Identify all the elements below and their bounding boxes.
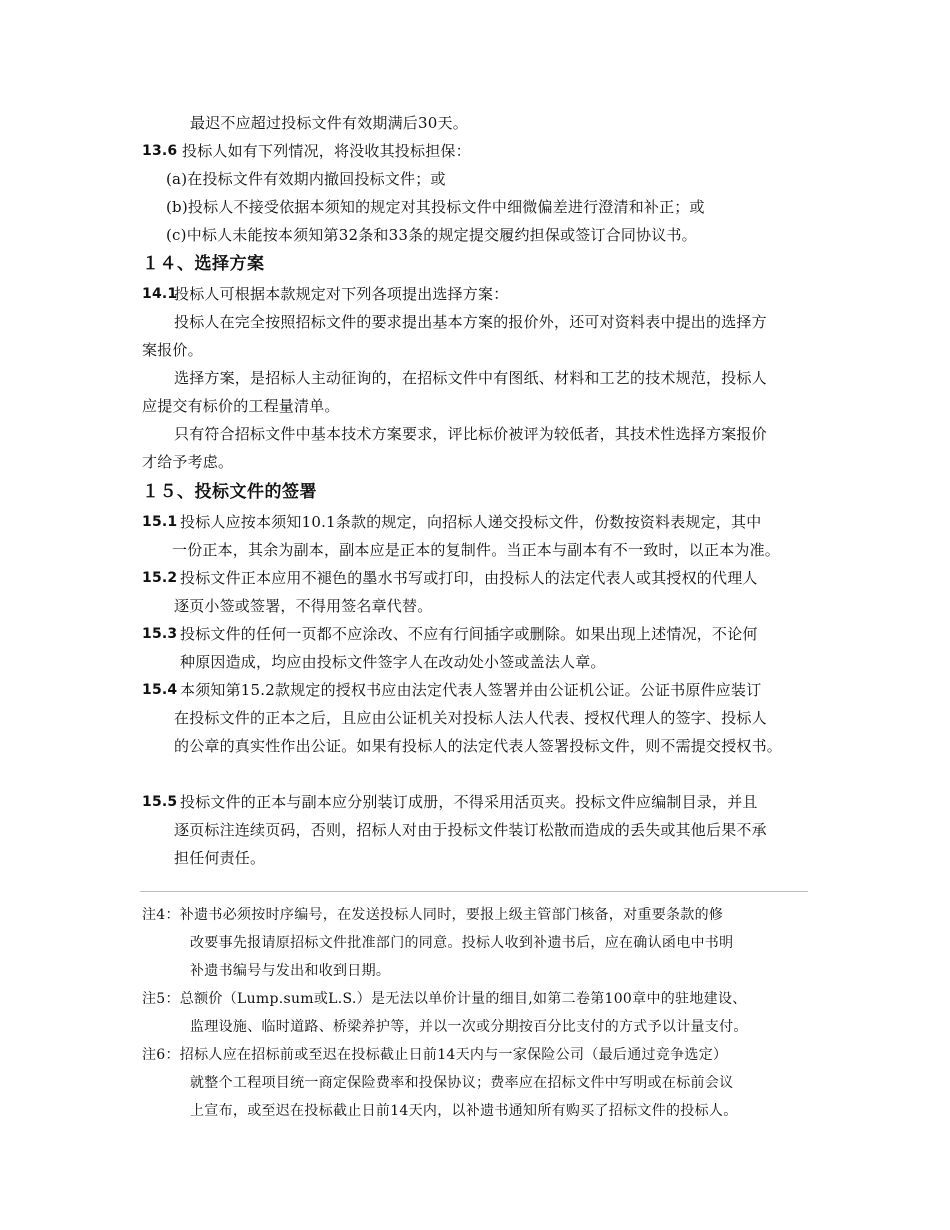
clause-15-4-line-3: 的公章的真实性作出公证。如果有投标人的法定代表人签署投标文件，则不需提交授权书。 (174, 737, 783, 755)
section-15-heading: １５、投标文件的签署 (142, 482, 317, 502)
clause-15-2-number: 15.2 (142, 570, 178, 586)
section-14-paragraph-1-line-2: 案报价。 (142, 341, 203, 359)
clause-15-2-line-1: 投标文件正本应用不褪色的墨水书写或打印，由投标人的法定代表人或其授权的代理人 (180, 569, 758, 587)
section-14-paragraph-1-line-1: 投标人在完全按照招标文件的要求提出基本方案的报价外，还可对资料表中提出的选择方 (174, 313, 767, 331)
note-5-line-1: 注5：总额价（Lump.sum或L.S.）是无法以单价计量的细目,如第二卷第100章中的驻地建设、 (142, 991, 747, 1007)
section-14-paragraph-2-line-1: 选择方案，是招标人主动征询的，在招标文件中有图纸、材料和工艺的技术规范，投标人 (174, 369, 767, 387)
clause-15-4-number: 15.4 (142, 682, 178, 698)
clause-13-6-item-b: (b)投标人不接受依据本须知的规定对其投标文件中细微偏差进行澄清和补正；或 (166, 198, 705, 216)
clause-15-5-number: 15.5 (142, 794, 178, 810)
clause-14-1-number: 14.1 (142, 286, 178, 302)
note-4-line-3: 补遗书编号与发出和收到日期。 (190, 963, 391, 979)
clause-15-1-number: 15.1 (142, 514, 178, 530)
note-4-line-1: 注4：补遗书必须按时序编号，在发送投标人同时，要报上级主管部门核备，对重要条款的修 (142, 907, 724, 923)
footnote-divider (140, 891, 808, 892)
clause-15-5-line-2: 逐页标注连续页码，否则，招标人对由于投标文件装订松散而造成的丢失或其他后果不承 (174, 821, 767, 839)
clause-15-1-line-1: 投标人应按本须知10.1条款的规定，向招标人递交投标文件，份数按资料表规定，其中 (180, 513, 762, 531)
clause-13-6-item-a: (a)在投标文件有效期内撤回投标文件；或 (166, 170, 446, 188)
clause-15-5-line-3: 担任何责任。 (174, 849, 266, 867)
clause-13-5-continuation: 最迟不应超过投标文件有效期满后30天。 (190, 114, 468, 132)
section-14-paragraph-3-line-1: 只有符合招标文件中基本技术方案要求，评比标价被评为较低者，其技术性选择方案报价 (174, 425, 767, 443)
clause-15-1-line-2: 一份正本，其余为副本，副本应是正本的复制件。当正本与副本有不一致时，以正本为准。 (172, 541, 781, 559)
note-6-line-3: 上宣布，或至迟在投标截止日前14天内，以补遗书通知所有购买了招标文件的投标人。 (190, 1103, 738, 1119)
clause-15-4-line-1: 本须知第15.2款规定的授权书应由法定代表人签署并由公证机公证。公证书原件应装订 (180, 681, 762, 699)
section-14-paragraph-3-line-2: 才给予考虑。 (142, 453, 234, 471)
note-4-line-2: 改要事先报请原招标文件批准部门的同意。投标人收到补遗书后，应在确认函电中书明 (190, 935, 734, 951)
clause-15-3-number: 15.3 (142, 626, 178, 642)
clause-13-6-number: 13.6 (142, 143, 178, 159)
note-5-line-2: 监理设施、临时道路、桥梁养护等，并以一次或分期按百分比支付的方式予以计量支付。 (190, 1019, 748, 1035)
clause-15-5-line-1: 投标文件的正本与副本应分别装订成册，不得采用活页夹。投标文件应编制目录，并且 (180, 793, 758, 811)
note-6-line-1: 注6：招标人应在招标前或至迟在投标截止日前14天内与一家保险公司（最后通过竞争选定） (142, 1047, 728, 1063)
clause-15-3-line-2: 种原因造成，均应由投标文件签字人在改动处小签或盖法人章。 (180, 653, 606, 671)
clause-14-1-text: 投标人可根据本款规定对下列各项提出选择方案： (174, 285, 509, 303)
clause-15-3-line-1: 投标文件的任何一页都不应涂改、不应有行间插字或删除。如果出现上述情况，不论何 (180, 625, 758, 643)
clause-13-6-text: 投标人如有下列情况，将没收其投标担保： (182, 142, 471, 160)
clause-15-4-line-2: 在投标文件的正本之后，且应由公证机关对投标人法人代表、授权代理人的签字、投标人 (174, 709, 767, 727)
section-14-heading: １４、选择方案 (142, 254, 265, 274)
clause-15-2-line-2: 逐页小签或签署，不得用签名章代替。 (174, 597, 433, 615)
clause-13-6-item-c: (c)中标人未能按本须知第32条和33条的规定提交履约担保或签订合同协议书。 (166, 226, 697, 244)
note-6-line-2: 就整个工程项目统一商定保险费率和投保协议；费率应在招标文件中写明或在标前会议 (190, 1075, 734, 1091)
section-14-paragraph-2-line-2: 应提交有标价的工程量清单。 (142, 397, 340, 415)
